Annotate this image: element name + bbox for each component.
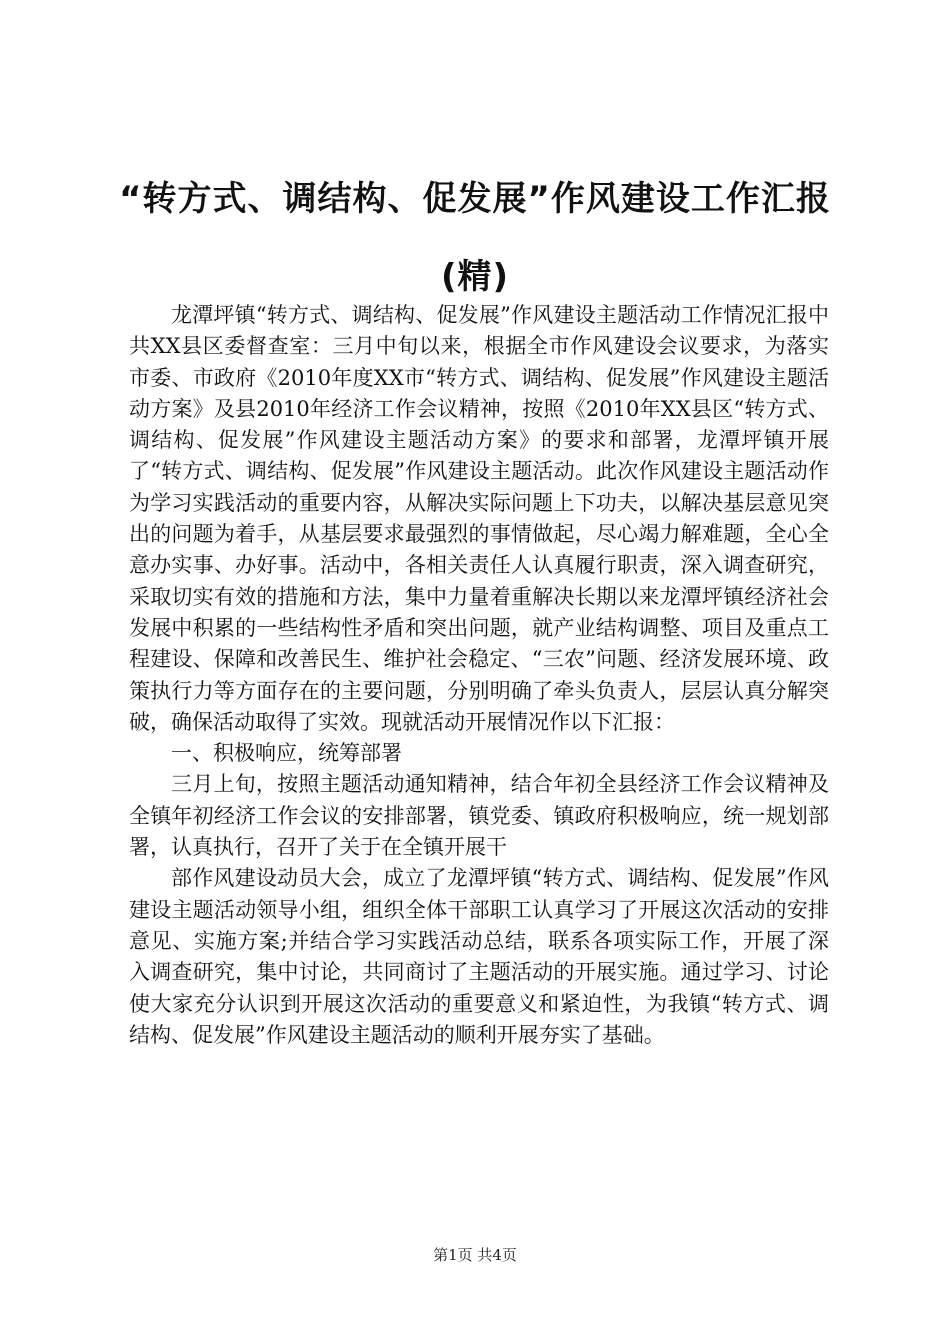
- page-number-footer: 第1页 共4页: [433, 1246, 517, 1264]
- paragraph-section-1: 三月上旬，按照主题活动通知精神，结合年初全县经济工作会议精神及全镇年初经济工作会议的安排部署，镇党委、镇政府积极响应，统一规划部署，认真执行，召开了关于在全镇开展干: [129, 772, 829, 860]
- document-title: “转方式、调结构、促发展”作风建设工作汇报(精): [119, 179, 831, 297]
- paragraph-intro: 龙潭坪镇“转方式、调结构、促发展”作风建设主题活动工作情况汇报中共XX县区委督查室：三月中旬以来，根据全市作风建设会议要求，为落实市委、市政府《2010年度XX市“转方式、调结构、促发展”作风建设主题活动方案》及县2010年经济工作会议精神，按照《2010年XX县区“转方式、调结构、促发展”作风建设主题活动方案》的要求和部署，龙潭坪镇开展了“转方式、调结构、促发展”作风建设主题活动。此次作风建设主题活动作为学习实践活动的重要内容，从解决实际问题上下功夫，以解决基层意见突出的问题为着手，从基层要求最强烈的事情做起，尽心竭力解难题，全心全意办实事、办好事。活动中，各相关责任人认真履行职责，深入调查研究，采取切实有效的措施和方法，集中力量着重解决长期以来龙潭坪镇经济社会发展中积累的一些结构性矛盾和突出问题，就产业结构调整、项目及重点工程建设、保障和改善民生、维护社会稳定、“三农”问题、经济发展环境、政策执行力等方面存在的主要问题，分别明确了牵头负责人，层层认真分解突破，确保活动取得了实效。现就活动开展情况作以下汇报：: [129, 303, 829, 734]
- paragraph-section-1-continued: 部作风建设动员大会，成立了龙潭坪镇“转方式、调结构、促发展”作风建设主题活动领导小组，组织全体干部职工认真学习了开展这次活动的安排意见、实施方案;并结合学习实践活动总结，联系各项实际工作，开展了深入调查研究，集中讨论，共同商讨了主题活动的开展实施。通过学习、讨论使大家充分认识到开展这次活动的重要意义和紧迫性，为我镇“转方式、调结构、促发展”作风建设主题活动的顺利开展夯实了基础。: [129, 866, 829, 1047]
- section-heading-1: 一、积极响应，统筹部署: [171, 741, 402, 766]
- document-body: [129, 300, 829, 1051]
